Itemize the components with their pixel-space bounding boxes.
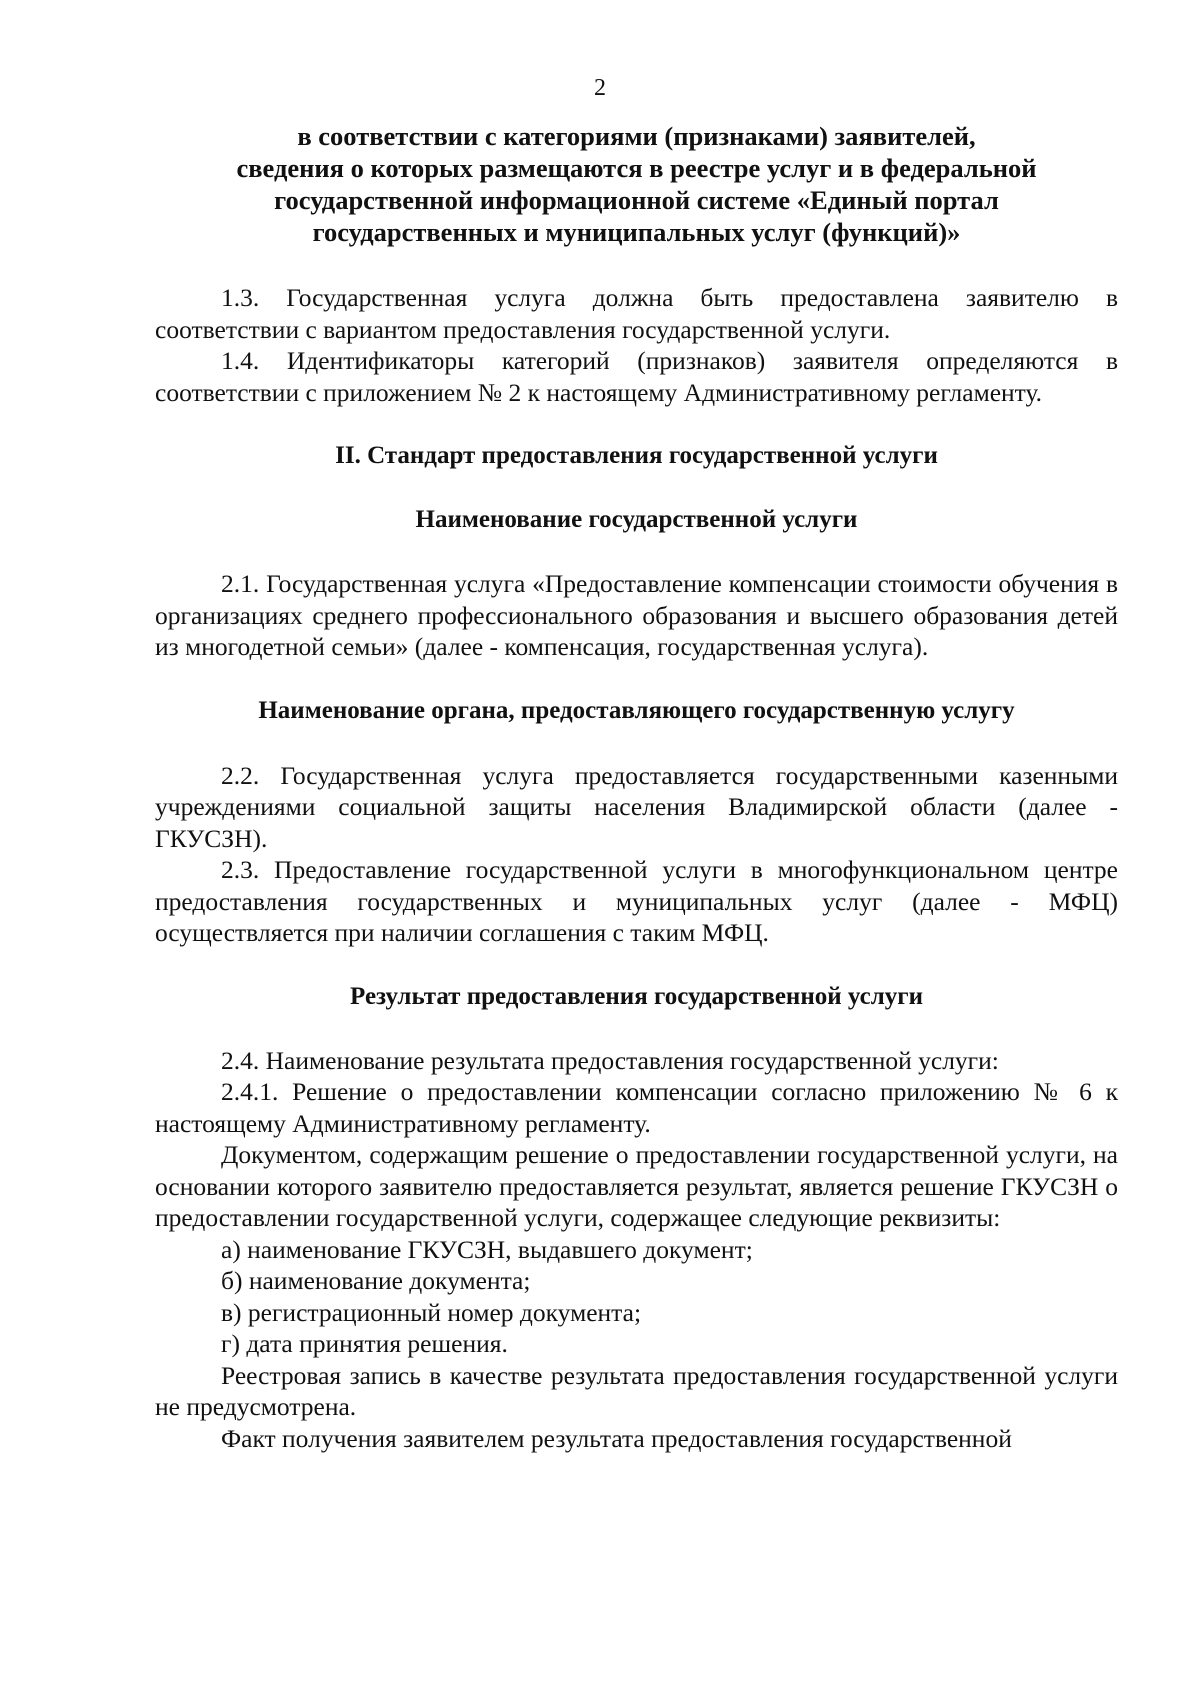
section-title: II. Стандарт предоставления государственной услуги bbox=[335, 442, 938, 469]
paragraph-1-4: 1.4. Идентификаторы категорий (признаков) заявителя определяются в соответствии с приложением № 2 к настоящему Административному регламенту. bbox=[155, 346, 1118, 407]
top-heading-line: в соответствии с категориями (признаками) заявителей, bbox=[297, 121, 976, 151]
paragraph-fact-of-receipt: Факт получения заявителем результата предоставления государственной bbox=[221, 1423, 1012, 1453]
paragraph-2-1: 2.1. Государственная услуга «Предоставление компенсации стоимости обучения в организациях среднего профессионального образования и высшего образования детей из многодетной семьи» (далее - компенсация, государственная услуга). bbox=[155, 569, 1118, 661]
page-number: 2 bbox=[594, 75, 606, 101]
paragraph-registry-record: Реестровая запись в качестве результата предоставления государственной услуги не предусмотрена. bbox=[155, 1360, 1118, 1421]
list-item-g: г) дата принятия решения. bbox=[221, 1329, 508, 1358]
paragraph-1-3: 1.3. Государственная услуга должна быть предоставлена заявителю в соответствии с вариантом предоставления государственной услуги. bbox=[155, 283, 1118, 344]
paragraph-2-2: 2.2. Государственная услуга предоставляется государственными казенными учреждениями социальной защиты населения Владимирской области (далее - ГКУСЗН). bbox=[155, 760, 1118, 853]
list-item-b: б) наименование документа; bbox=[221, 1266, 531, 1295]
paragraph-2-4-1: 2.4.1. Решение о предоставлении компенсации согласно приложению № 6 к настоящему Административному регламенту. bbox=[155, 1077, 1118, 1138]
paragraph-2-4: 2.4. Наименование результата предоставления государственной услуги: bbox=[221, 1045, 999, 1075]
paragraph-2-3: 2.3. Предоставление государственной услуги в многофункциональном центре предоставления государственных и муниципальных услуг (далее - МФЦ) осуществляется при наличии соглашения с таким МФЦ. bbox=[155, 855, 1118, 947]
page-content bbox=[155, 120, 1118, 1454]
top-heading-line: сведения о которых размещаются в реестре услуг и в федеральной bbox=[236, 153, 1037, 183]
heading-service-organ: Наименование органа, предоставляющего государственную услугу bbox=[258, 696, 1015, 724]
top-heading-line: государственной информационной системе «Единый портал bbox=[274, 185, 999, 215]
paragraph-decision-document: Документом, содержащим решение о предоставлении государственной услуги, на основании которого заявителю предоставляется результат, является решение ГКУСЗН о предоставлении государственной услуги, содержащее следующие реквизиты: bbox=[155, 1140, 1118, 1232]
top-heading bbox=[155, 120, 1118, 248]
heading-service-result: Результат предоставления государственной услуги bbox=[350, 982, 923, 1010]
list-item-a: а) наименование ГКУСЗН, выдавшего документ; bbox=[221, 1234, 753, 1264]
list-item-v: в) регистрационный номер документа; bbox=[221, 1297, 642, 1327]
heading-service-name: Наименование государственной услуги bbox=[415, 506, 858, 533]
top-heading-line: государственных и муниципальных услуг (функций)» bbox=[312, 217, 961, 247]
